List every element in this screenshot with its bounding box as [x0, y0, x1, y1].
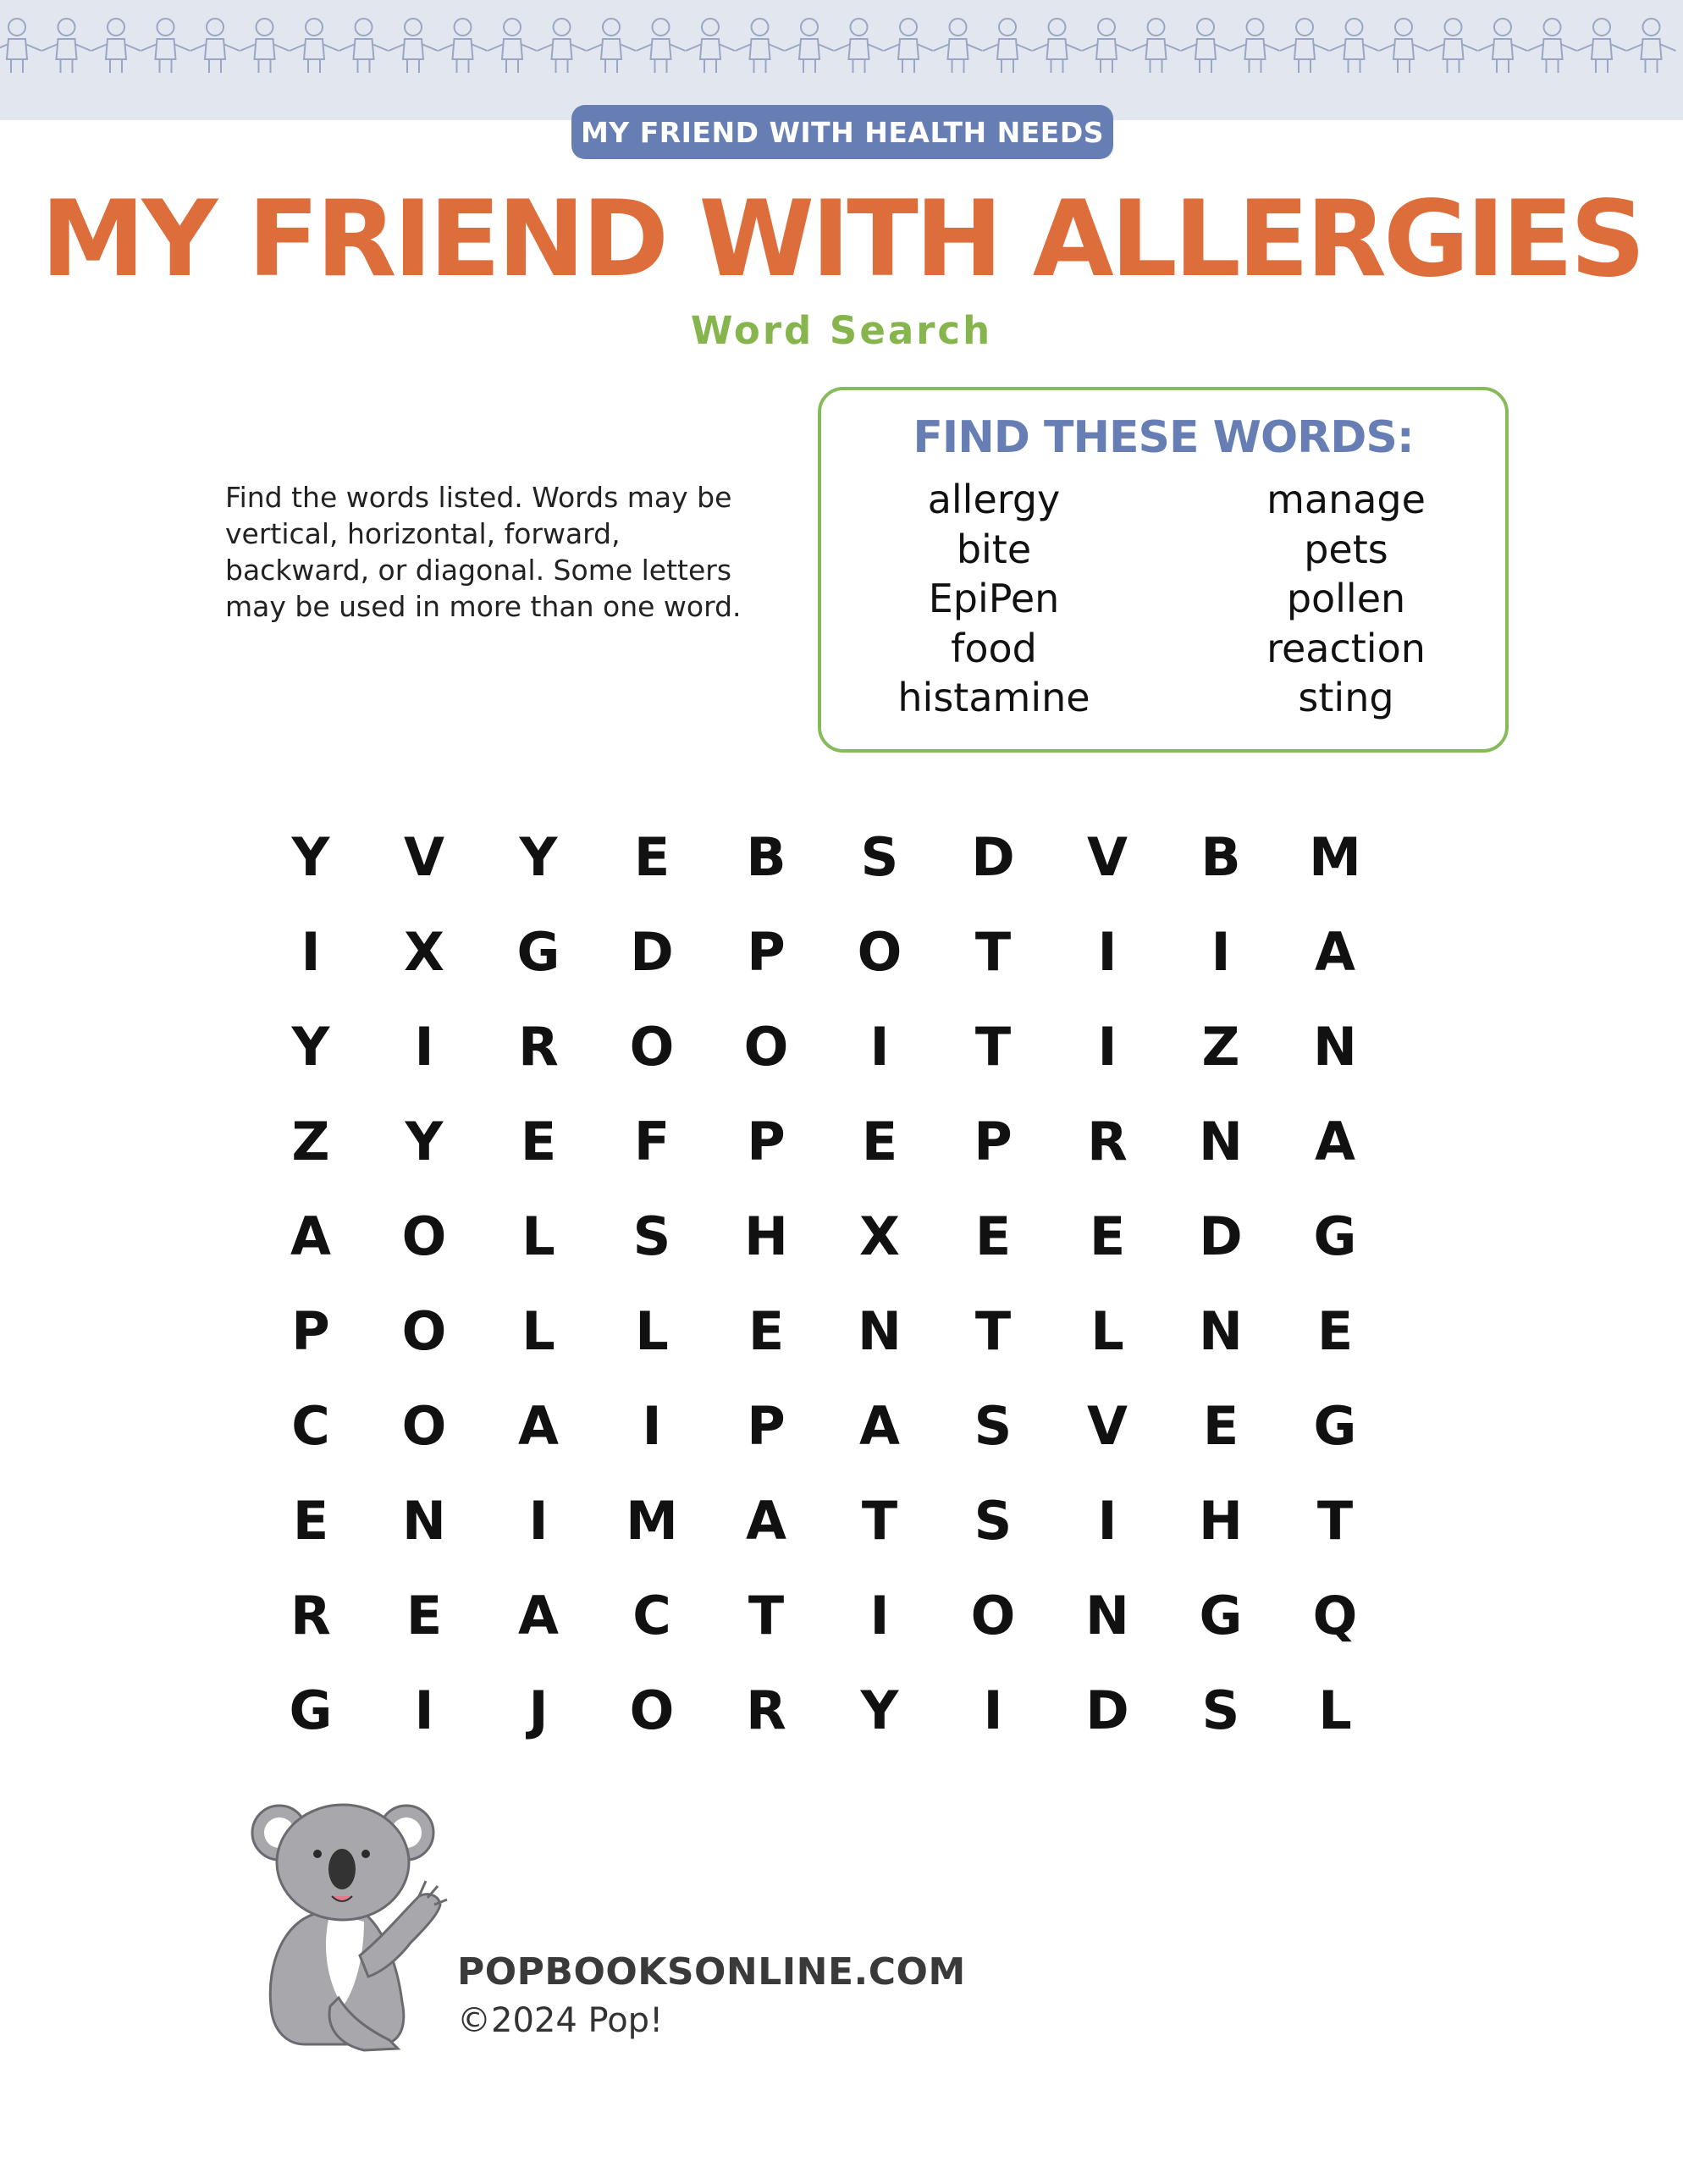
word-item: reaction	[1266, 625, 1426, 671]
grid-letter: E	[292, 1490, 329, 1552]
grid-letter: I	[414, 1679, 434, 1741]
child-figure-icon	[1627, 19, 1676, 73]
grid-letter: D	[1085, 1679, 1129, 1741]
child-figure-icon	[934, 19, 983, 73]
grid-letter: Y	[291, 1016, 330, 1078]
grid-letter: I	[1097, 1490, 1117, 1552]
grid-letter: P	[291, 1300, 330, 1362]
page-subtitle: Word Search	[690, 308, 993, 353]
grid-letter: L	[1090, 1300, 1124, 1362]
grid-letter: G	[289, 1679, 333, 1741]
grid-letter: A	[290, 1205, 331, 1267]
word-item: pollen	[1286, 576, 1406, 621]
website-link[interactable]: POPBOOKSONLINE.COM	[457, 1950, 966, 1994]
word-item: manage	[1266, 477, 1426, 522]
child-figure-icon	[339, 19, 389, 73]
grid-letter: L	[521, 1300, 555, 1362]
page-title: MY FRIEND WITH ALLERGIES	[41, 179, 1642, 301]
instructions-text: Find the words listed. Words may be vertical, horizontal, forward, backward, or diagonal. Some letters may be used in more than one word.	[225, 481, 742, 623]
grid-letter: A	[859, 1395, 900, 1457]
grid-letter: A	[1315, 921, 1355, 983]
child-figure-icon	[42, 19, 91, 73]
series-label-badge	[571, 105, 1113, 159]
grid-letter: B	[746, 826, 786, 888]
child-figure-icon	[1231, 19, 1280, 73]
grid-letter: I	[983, 1679, 1003, 1741]
grid-letter: Y	[860, 1679, 899, 1741]
grid-letter: Y	[519, 826, 558, 888]
grid-letter: N	[858, 1300, 902, 1362]
grid-letter: A	[518, 1395, 559, 1457]
child-figure-icon	[1429, 19, 1478, 73]
grid-letter: C	[291, 1395, 330, 1457]
grid-letter: E	[633, 826, 670, 888]
grid-letter: N	[1085, 1585, 1129, 1646]
child-figure-icon	[389, 19, 438, 73]
grid-letter: O	[401, 1205, 447, 1267]
grid-letter: P	[747, 1395, 786, 1457]
grid-letter: S	[860, 826, 899, 888]
grid-letter: E	[748, 1300, 785, 1362]
child-figure-icon	[439, 19, 488, 73]
grid-letter: Z	[291, 1111, 330, 1172]
grid-letter: A	[746, 1490, 786, 1552]
child-figure-icon	[835, 19, 884, 73]
grid-letter: P	[974, 1111, 1013, 1172]
grid-letter: L	[635, 1300, 669, 1362]
grid-letter: D	[1199, 1205, 1243, 1267]
word-item: food	[951, 625, 1037, 671]
child-figure-icon	[290, 19, 339, 73]
grid-letter: A	[1315, 1111, 1355, 1172]
child-figure-icon	[1577, 19, 1626, 73]
grid-letter: I	[869, 1016, 890, 1078]
word-item: pets	[1304, 526, 1388, 572]
word-list-box	[818, 387, 1509, 753]
grid-letter: L	[1318, 1679, 1352, 1741]
grid-letter: Z	[1201, 1016, 1240, 1078]
child-figure-icon	[1181, 19, 1230, 73]
child-figure-icon	[1033, 19, 1082, 73]
grid-letter: A	[518, 1585, 559, 1646]
grid-letter: I	[301, 921, 321, 983]
grid-letter: C	[632, 1585, 671, 1646]
word-item: bite	[956, 526, 1032, 572]
copyright-text: ©2024 Pop!	[457, 2001, 664, 2040]
grid-letter: Q	[1312, 1585, 1358, 1646]
grid-letter: L	[521, 1205, 555, 1267]
child-figure-icon	[190, 19, 240, 73]
child-figure-icon	[538, 19, 587, 73]
grid-letter: N	[1313, 1016, 1357, 1078]
grid-letter: E	[1316, 1300, 1354, 1362]
grid-letter: T	[974, 1016, 1012, 1078]
grid-letter: S	[632, 1205, 671, 1267]
word-item: EpiPen	[928, 576, 1060, 621]
grid-letter: E	[1202, 1395, 1239, 1457]
child-figure-icon	[1330, 19, 1379, 73]
grid-letter: N	[402, 1490, 446, 1552]
grid-letter: E	[974, 1205, 1012, 1267]
grid-letter: I	[1211, 921, 1231, 983]
word-item: allergy	[927, 477, 1061, 522]
word-search-grid	[273, 819, 1410, 1768]
grid-letter: S	[974, 1490, 1013, 1552]
grid-letter: G	[1313, 1395, 1357, 1457]
header-band	[0, 0, 1683, 120]
grid-letter: O	[401, 1300, 447, 1362]
grid-letter: S	[1201, 1679, 1240, 1741]
child-figure-icon	[785, 19, 834, 73]
word-item: histamine	[897, 675, 1090, 720]
child-figure-icon	[91, 19, 141, 73]
grid-letter: Y	[405, 1111, 444, 1172]
child-figure-icon	[983, 19, 1032, 73]
grid-letter: I	[528, 1490, 549, 1552]
grid-letter: D	[971, 826, 1015, 888]
grid-letter: M	[626, 1490, 678, 1552]
grid-letter: N	[1199, 1111, 1243, 1172]
grid-letter: I	[869, 1585, 890, 1646]
grid-letter: H	[1199, 1490, 1243, 1552]
grid-letter: R	[518, 1016, 559, 1078]
grid-letter: B	[1200, 826, 1241, 888]
child-figure-icon	[1528, 19, 1577, 73]
child-figure-icon	[736, 19, 785, 73]
grid-letter: D	[630, 921, 674, 983]
grid-letter: E	[520, 1111, 557, 1172]
child-figure-icon	[0, 19, 41, 73]
grid-letter: O	[629, 1016, 675, 1078]
child-figure-icon	[1280, 19, 1329, 73]
grid-letter: E	[861, 1111, 898, 1172]
child-figure-icon	[686, 19, 735, 73]
grid-letter: R	[746, 1679, 786, 1741]
child-figure-icon	[141, 19, 190, 73]
grid-letter: R	[1087, 1111, 1128, 1172]
grid-letter: V	[1087, 1395, 1128, 1457]
word-list-right-column	[1194, 475, 1498, 723]
child-figure-icon	[587, 19, 636, 73]
grid-letter: T	[1316, 1490, 1354, 1552]
word-item: sting	[1298, 675, 1394, 720]
word-list-left-column	[842, 475, 1146, 723]
child-figure-icon	[488, 19, 537, 73]
grid-letter: V	[1087, 826, 1128, 888]
children-chain-banner	[0, 14, 1683, 81]
grid-letter: G	[1313, 1205, 1357, 1267]
child-figure-icon	[884, 19, 933, 73]
grid-letter: J	[528, 1679, 549, 1741]
grid-letter: T	[974, 921, 1012, 983]
grid-letter: G	[516, 921, 560, 983]
koala-illustration	[237, 1786, 457, 2057]
grid-letter: G	[1199, 1585, 1243, 1646]
child-figure-icon	[1082, 19, 1131, 73]
series-label: MY FRIEND WITH HEALTH NEEDS	[580, 115, 1105, 149]
grid-letter: E	[1089, 1205, 1126, 1267]
grid-letter: T	[861, 1490, 898, 1552]
grid-letter: O	[743, 1016, 789, 1078]
grid-letter: T	[974, 1300, 1012, 1362]
grid-letter: T	[748, 1585, 785, 1646]
child-figure-icon	[1379, 19, 1428, 73]
child-figure-icon	[1132, 19, 1181, 73]
grid-letter: O	[629, 1679, 675, 1741]
grid-letter: I	[1097, 921, 1117, 983]
grid-letter: O	[857, 921, 902, 983]
grid-letter: O	[970, 1585, 1016, 1646]
child-figure-icon	[1478, 19, 1527, 73]
grid-letter: I	[414, 1016, 434, 1078]
grid-letter: N	[1199, 1300, 1243, 1362]
word-list-title: FIND THESE WORDS:	[913, 412, 1414, 463]
child-figure-icon	[637, 19, 686, 73]
grid-letter: I	[1097, 1016, 1117, 1078]
grid-letter: S	[974, 1395, 1013, 1457]
grid-letter: R	[290, 1585, 331, 1646]
grid-letter: V	[404, 826, 444, 888]
grid-letter: Y	[291, 826, 330, 888]
grid-letter: E	[406, 1585, 443, 1646]
grid-letter: I	[642, 1395, 662, 1457]
grid-letter: X	[404, 921, 444, 983]
grid-letter: X	[859, 1205, 900, 1267]
grid-letter: M	[1309, 826, 1361, 888]
grid-letter: P	[747, 921, 786, 983]
grid-letter: H	[744, 1205, 788, 1267]
child-figure-icon	[240, 19, 290, 73]
grid-letter: P	[747, 1111, 786, 1172]
grid-letter: F	[633, 1111, 670, 1172]
grid-letter: O	[401, 1395, 447, 1457]
